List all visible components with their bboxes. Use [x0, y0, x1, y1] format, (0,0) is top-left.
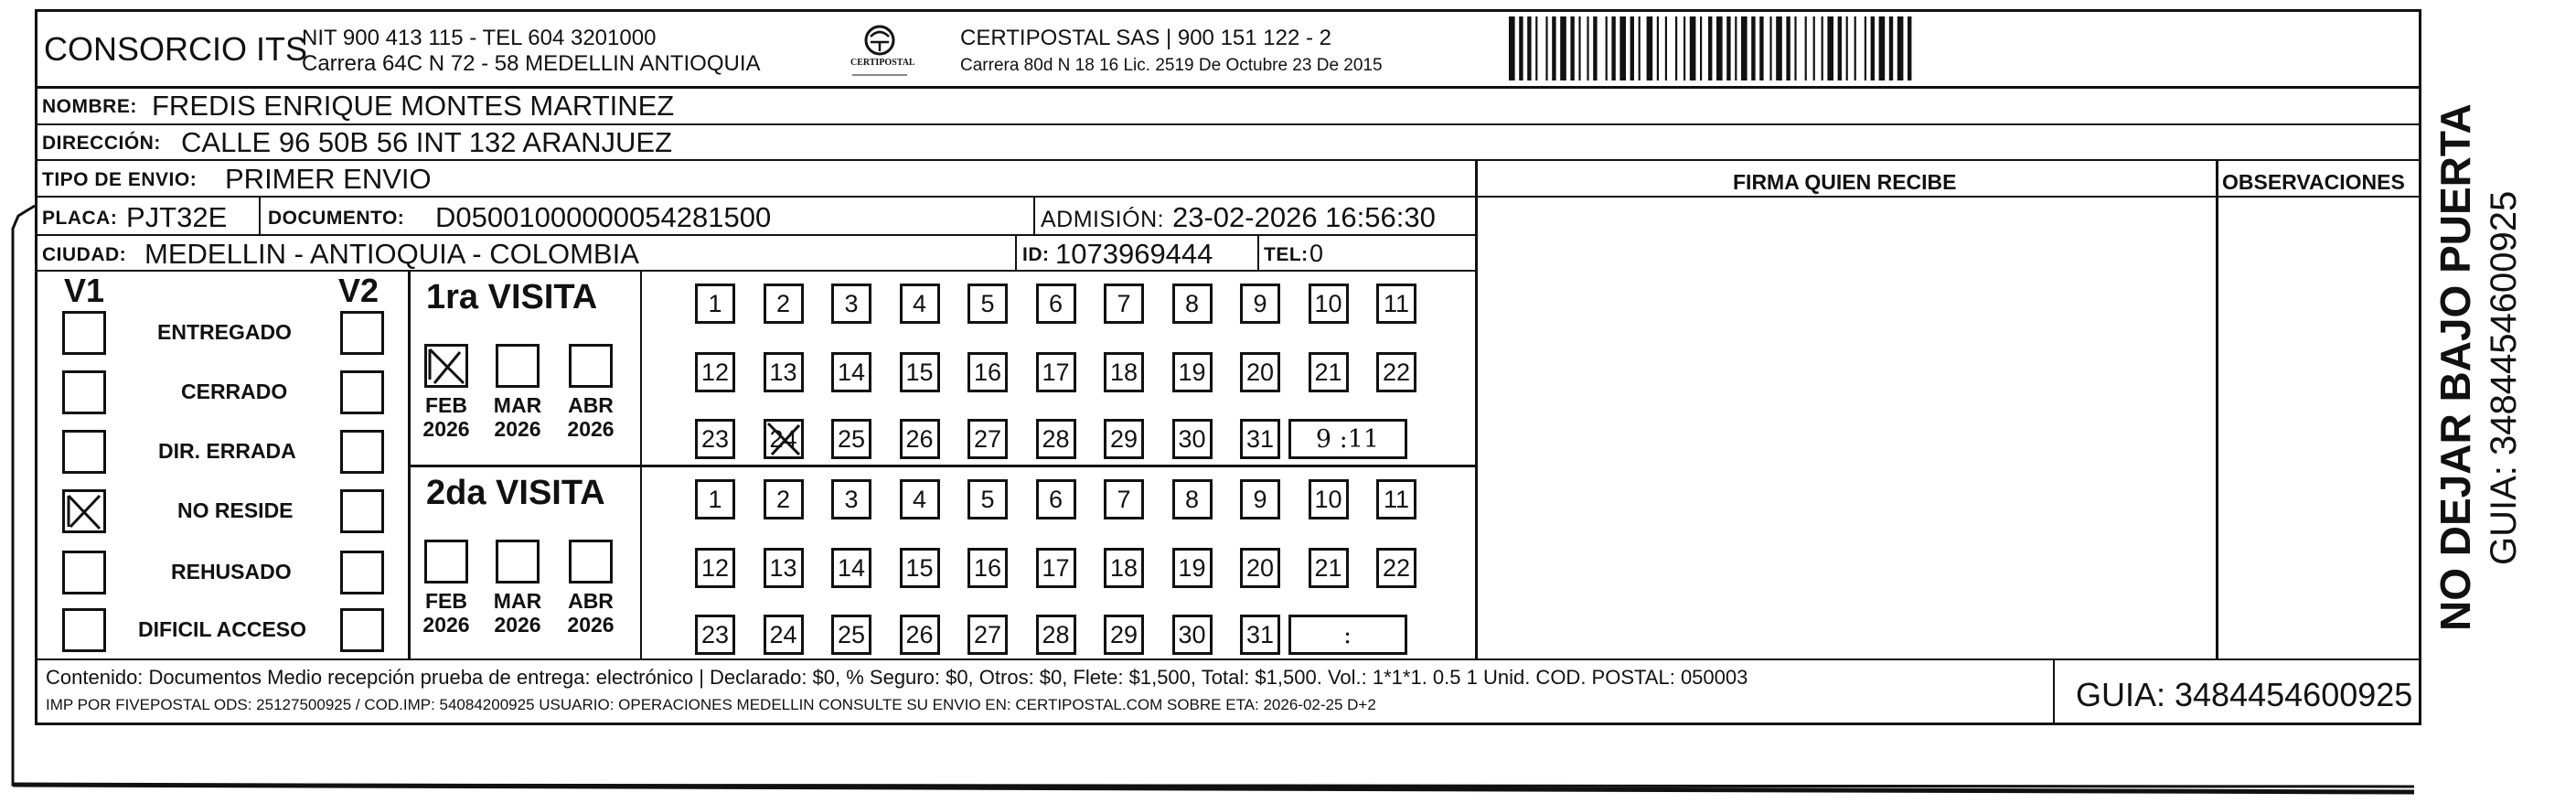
day-number: 24 — [769, 424, 797, 453]
day-box-31[interactable] — [1240, 419, 1280, 459]
day-number: 11 — [1383, 485, 1410, 513]
day-box-5[interactable] — [967, 479, 1008, 519]
day-box-16[interactable] — [967, 352, 1008, 392]
month-checkbox-mar[interactable] — [496, 344, 540, 388]
day-number: 24 — [769, 620, 797, 648]
day-box-2[interactable] — [764, 284, 804, 324]
day-number: 2 — [775, 289, 791, 317]
day-number: 3 — [844, 289, 859, 317]
day-box-29[interactable] — [1104, 615, 1144, 655]
month-label: FEB 2026 — [422, 589, 470, 637]
day-number: 28 — [1042, 424, 1070, 453]
day-number: 12 — [700, 553, 730, 582]
day-number: 31 — [1245, 620, 1275, 648]
day-box-11[interactable] — [1376, 479, 1416, 519]
v1-checkbox-cerrado[interactable] — [62, 370, 106, 414]
day-box-19[interactable] — [1172, 352, 1213, 392]
day-box-4[interactable] — [900, 284, 940, 324]
ciudad-label: CIUDAD: — [42, 244, 127, 265]
status-label: ENTREGADO — [157, 320, 292, 344]
day-box-7[interactable] — [1104, 284, 1144, 324]
day-box-6[interactable] — [1036, 479, 1076, 519]
day-number: 16 — [973, 358, 1002, 386]
day-box-24[interactable] — [764, 615, 804, 655]
day-box-15[interactable] — [900, 548, 940, 588]
nombre-label: NOMBRE: — [42, 96, 137, 117]
day-number: 18 — [1109, 358, 1138, 386]
day-box-3[interactable] — [831, 479, 871, 519]
day-number: 25 — [837, 620, 866, 648]
day-box-1[interactable] — [695, 479, 735, 519]
v1-checkbox-dificil-acceso[interactable] — [62, 608, 106, 652]
status-label: DIFICIL ACCESO — [138, 617, 307, 641]
id-value: 1073969444 — [1055, 238, 1213, 270]
status-label: REHUSADO — [171, 560, 292, 584]
day-box-8[interactable] — [1172, 284, 1213, 324]
day-number: 1 — [708, 485, 722, 513]
company-line-1: NIT 900 413 115 - TEL 604 3201000 — [302, 26, 657, 50]
v2-checkbox-dir-errada[interactable] — [340, 430, 384, 474]
v2-checkbox-dificil-acceso[interactable] — [340, 608, 384, 652]
day-box-12[interactable] — [695, 352, 735, 392]
day-box-15[interactable] — [900, 352, 940, 392]
day-box-30[interactable] — [1172, 615, 1213, 655]
day-number: 20 — [1245, 358, 1275, 386]
admision-value: 23-02-2026 16:56:30 — [1172, 201, 1436, 233]
day-number: 30 — [1178, 424, 1206, 453]
barcode — [1509, 16, 2240, 80]
firma-header: FIRMA QUIEN RECIBE — [1733, 170, 1957, 194]
day-number: 6 — [1048, 485, 1064, 513]
day-box-17[interactable] — [1036, 352, 1076, 392]
day-number: 9 — [1253, 289, 1267, 317]
day-number: 13 — [769, 358, 797, 386]
day-box-22[interactable] — [1376, 352, 1416, 392]
day-number: 25 — [837, 424, 866, 453]
day-box-13[interactable] — [764, 352, 804, 392]
day-box-9[interactable] — [1240, 479, 1280, 519]
side-guia: GUIA: 3484454600925 — [2484, 190, 2524, 565]
day-number: 4 — [912, 485, 927, 513]
day-number: 2 — [775, 485, 791, 513]
observaciones-header: OBSERVACIONES — [2222, 170, 2405, 194]
day-number: 7 — [1117, 485, 1131, 513]
day-box-8[interactable] — [1172, 479, 1213, 519]
day-box-23[interactable] — [695, 615, 735, 655]
day-number: 22 — [1382, 553, 1411, 582]
day-number: 4 — [912, 289, 927, 317]
day-box-26[interactable] — [900, 419, 940, 459]
day-number: 9 — [1253, 485, 1267, 513]
day-number: 21 — [1314, 553, 1342, 582]
day-box-5[interactable] — [967, 284, 1008, 324]
day-box-21[interactable] — [1309, 352, 1349, 392]
v2-checkbox-entregado[interactable] — [340, 311, 384, 355]
day-number: 15 — [905, 553, 934, 582]
day-box-20[interactable] — [1240, 352, 1280, 392]
status-label: NO RESIDE — [177, 498, 294, 522]
day-number: 23 — [700, 424, 730, 453]
day-number: 3 — [844, 485, 859, 513]
day-number: 16 — [973, 553, 1002, 582]
day-number: 27 — [973, 424, 1002, 453]
footer-line-2: IMP POR FIVEPOSTAL ODS: 25127500925 / COD.IMP: 54084200925 USUARIO: OPERACIONES MEDELLIN CONSULTE SU ENVIO EN: CERTIPOSTAL.COM SOBRE ETA: 2026-02-25 D+2 — [46, 696, 1376, 713]
month-label: MAR 2026 — [493, 393, 542, 442]
v1-checkbox-entregado[interactable] — [62, 311, 106, 355]
day-box-11[interactable] — [1376, 284, 1416, 324]
day-box-3[interactable] — [831, 284, 871, 324]
day-number: 29 — [1109, 620, 1138, 648]
day-box-19[interactable] — [1172, 548, 1213, 588]
v1-checkbox-no-reside[interactable] — [62, 489, 106, 533]
month-label: FEB 2026 — [422, 393, 470, 442]
day-number: 6 — [1048, 289, 1064, 317]
month-checkbox-mar[interactable] — [496, 540, 540, 584]
day-box-13[interactable] — [764, 548, 804, 588]
tipo-envio-label: TIPO DE ENVIO: — [42, 169, 198, 190]
admision-label: ADMISIÓN: — [1041, 207, 1165, 232]
day-box-17[interactable] — [1036, 548, 1076, 588]
day-box-26[interactable] — [900, 615, 940, 655]
ciudad-value: MEDELLIN - ANTIOQUIA - COLOMBIA — [144, 238, 639, 270]
nombre-value: FREDIS ENRIQUE MONTES MARTINEZ — [152, 90, 675, 122]
day-number: 19 — [1178, 553, 1206, 582]
day-number: 27 — [973, 620, 1002, 648]
day-number: 8 — [1184, 289, 1200, 317]
v1-label: V1 — [64, 272, 105, 309]
day-number: 7 — [1117, 289, 1131, 317]
v2-checkbox-rehusado[interactable] — [340, 551, 384, 594]
day-number: 26 — [905, 424, 934, 453]
day-box-4[interactable] — [900, 479, 940, 519]
direccion-label: DIRECCIÓN: — [42, 133, 161, 154]
day-number: 8 — [1184, 485, 1200, 513]
day-box-27[interactable] — [967, 615, 1008, 655]
day-box-10[interactable] — [1309, 284, 1349, 324]
footer-guia: GUIA: 3484454600925 — [2076, 676, 2413, 713]
side-warning: NO DEJAR BAJO PUERTA — [2432, 103, 2479, 631]
status-label: DIR. ERRADA — [158, 439, 296, 463]
day-box-6[interactable] — [1036, 284, 1076, 324]
placa-label: PLACA: — [42, 208, 118, 229]
tipo-envio-value: PRIMER ENVIO — [225, 163, 432, 195]
day-number: 28 — [1042, 620, 1070, 648]
day-number: 15 — [905, 358, 934, 386]
id-label: ID: — [1022, 244, 1050, 265]
day-box-30[interactable] — [1172, 419, 1213, 459]
day-number: 21 — [1314, 358, 1342, 386]
certipostal-logo — [843, 24, 916, 80]
day-box-10[interactable] — [1309, 479, 1349, 519]
documento-label: DOCUMENTO: — [268, 208, 405, 229]
day-box-22[interactable] — [1376, 548, 1416, 588]
tel-value: 0 — [1309, 240, 1324, 267]
day-box-23[interactable] — [695, 419, 735, 459]
tel-label: TEL: — [1264, 244, 1309, 265]
day-number: 14 — [837, 553, 866, 582]
day-number: 5 — [980, 289, 995, 317]
placa-value: PJT32E — [126, 201, 228, 233]
day-box-1[interactable] — [695, 284, 735, 324]
logo-text: CERTIPOSTAL — [850, 58, 915, 68]
company-line-2: Carrera 64C N 72 - 58 MEDELLIN ANTIOQUIA — [302, 51, 761, 76]
day-box-7[interactable] — [1104, 479, 1144, 519]
day-box-18[interactable] — [1104, 548, 1144, 588]
day-box-12[interactable] — [695, 548, 735, 588]
month-label: ABR 2026 — [567, 393, 615, 442]
company-name: CONSORCIO ITS — [44, 30, 308, 68]
day-box-9[interactable] — [1240, 284, 1280, 324]
month-label: ABR 2026 — [567, 589, 615, 637]
day-number: 23 — [700, 620, 730, 648]
visit-2-title: 2da VISITA — [426, 474, 605, 512]
direccion-value: CALLE 96 50B 56 INT 132 ARANJUEZ — [181, 126, 673, 158]
courier-line-2: Carrera 80d N 18 16 Lic. 2519 De Octubre 23 De 2015 — [960, 56, 1383, 75]
day-box-28[interactable] — [1036, 419, 1076, 459]
v2-checkbox-cerrado[interactable] — [340, 370, 384, 414]
day-box-18[interactable] — [1104, 352, 1144, 392]
month-checkbox-feb[interactable] — [424, 344, 468, 388]
day-number: 5 — [980, 485, 995, 513]
day-number: 10 — [1314, 485, 1342, 513]
v1-checkbox-rehusado[interactable] — [62, 551, 106, 594]
day-number: 31 — [1245, 424, 1275, 453]
day-number: 17 — [1042, 358, 1070, 386]
courier-line-1: CERTIPOSTAL SAS | 900 151 122 - 2 — [960, 26, 1331, 50]
day-box-31[interactable] — [1240, 615, 1280, 655]
day-number: 11 — [1383, 289, 1410, 317]
documento-value: D05001000000054281500 — [435, 201, 772, 233]
day-number: 17 — [1042, 553, 1070, 582]
month-checkbox-abr[interactable] — [569, 540, 613, 584]
visit-1-title: 1ra VISITA — [426, 278, 598, 316]
day-box-28[interactable] — [1036, 615, 1076, 655]
day-box-27[interactable] — [967, 419, 1008, 459]
day-number: 29 — [1109, 424, 1138, 453]
day-box-16[interactable] — [967, 548, 1008, 588]
time-box[interactable]: 9 :11 — [1288, 419, 1407, 459]
v1-checkbox-dir-errada[interactable] — [62, 430, 106, 474]
day-box-25[interactable] — [831, 615, 871, 655]
day-number: 22 — [1382, 358, 1411, 386]
month-label: MAR 2026 — [493, 589, 542, 637]
day-box-2[interactable] — [764, 479, 804, 519]
day-number: 10 — [1314, 289, 1342, 317]
day-number: 1 — [708, 289, 722, 317]
month-checkbox-feb[interactable] — [424, 540, 468, 584]
day-number: 26 — [905, 620, 934, 648]
day-box-14[interactable] — [831, 548, 871, 588]
day-box-21[interactable] — [1309, 548, 1349, 588]
time-box[interactable]: : — [1288, 615, 1407, 655]
v2-checkbox-no-reside[interactable] — [340, 489, 384, 533]
day-box-29[interactable] — [1104, 419, 1144, 459]
footer-line-1: Contenido: Documentos Medio recepción prueba de entrega: electrónico | Declarado: $0, % Seguro: $0, Otros: $0, Flete: $1,500, Total: $1,500. Vol.: 1*1*1. 0.5 1 Unid. COD. POSTAL: 050003 — [46, 666, 1748, 689]
v2-label: V2 — [338, 272, 379, 309]
day-number: 18 — [1109, 553, 1138, 582]
day-box-20[interactable] — [1240, 548, 1280, 588]
day-box-14[interactable] — [831, 352, 871, 392]
status-label: CERRADO — [181, 380, 288, 403]
day-number: 30 — [1178, 620, 1206, 648]
day-box-25[interactable] — [831, 419, 871, 459]
day-number: 14 — [837, 358, 866, 386]
day-number: 13 — [769, 553, 797, 582]
day-number: 12 — [700, 358, 730, 386]
day-box-24[interactable] — [764, 419, 804, 459]
day-number: 19 — [1178, 358, 1206, 386]
day-number: 20 — [1245, 553, 1275, 582]
month-checkbox-abr[interactable] — [569, 344, 613, 388]
